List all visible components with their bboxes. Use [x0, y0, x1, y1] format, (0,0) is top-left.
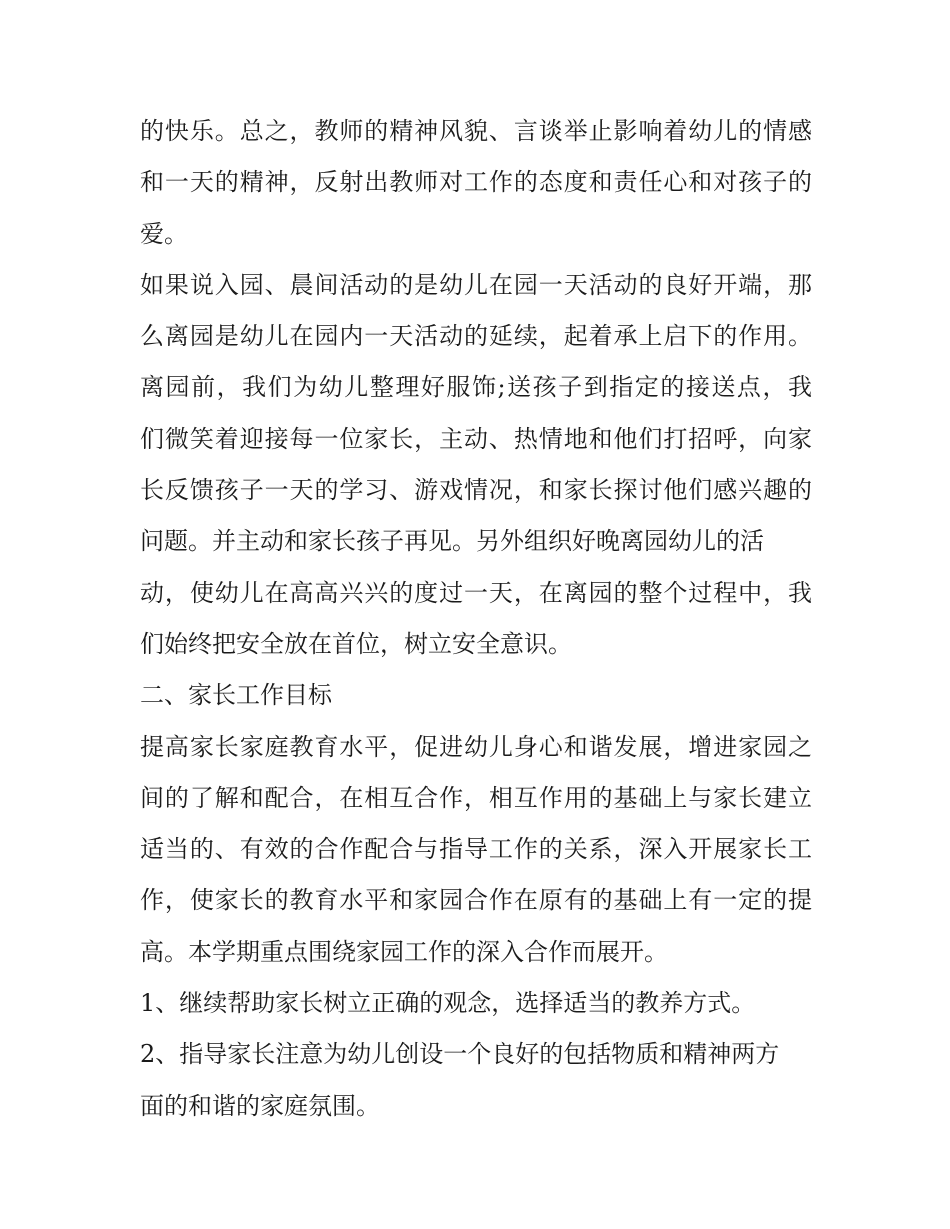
text-line: 高。本学期重点围绕家园工作的深入合作而展开。	[140, 937, 668, 966]
text-line: 间的了解和配合，在相互合作，相互作用的基础上与家长建立	[140, 783, 812, 812]
list-item-continuation: 面的和谐的家庭氛围。	[140, 1091, 380, 1120]
text-line: 适当的、有效的合作配合与指导工作的关系，深入开展家长工	[140, 835, 812, 864]
text-line: 提高家长家庭教育水平，促进幼儿身心和谐发展，增进家园之	[140, 732, 812, 761]
text-line: 离园前，我们为幼儿整理好服饰;送孩子到指定的接送点，我	[140, 373, 812, 402]
text-line: 么离园是幼儿在园内一天活动的延续，起着承上启下的作用。	[140, 322, 812, 351]
text-line: 问题。并主动和家长孩子再见。另外组织好晚离园幼儿的活	[140, 527, 764, 556]
text-line: 动，使幼儿在高高兴兴的度过一天，在离园的整个过程中，我	[140, 578, 812, 607]
text-line: 作，使家长的教育水平和家园合作在原有的基础上有一定的提	[140, 886, 812, 915]
section-heading: 二、家长工作目标	[140, 681, 332, 710]
text-line: 爱。	[140, 219, 188, 248]
list-item: 1、继续帮助家长树立正确的观念，选择适当的教养方式。	[140, 989, 756, 1018]
list-item: 2、指导家长注意为幼儿创设一个良好的包括物质和精神两方	[140, 1040, 780, 1069]
text-line: 们始终把安全放在首位，树立安全意识。	[140, 629, 572, 658]
text-line: 如果说入园、晨间活动的是幼儿在园一天活动的良好开端，那	[140, 270, 812, 299]
text-line: 和一天的精神，反射出教师对工作的态度和责任心和对孩子的	[140, 168, 812, 197]
text-line: 们微笑着迎接每一位家长，主动、热情地和他们打招呼，向家	[140, 424, 812, 453]
document-body	[140, 106, 812, 1132]
text-line: 的快乐。总之，教师的精神风貌、言谈举止影响着幼儿的情感	[140, 117, 812, 145]
text-line: 长反馈孩子一天的学习、游戏情况，和家长探讨他们感兴趣的	[140, 476, 812, 505]
